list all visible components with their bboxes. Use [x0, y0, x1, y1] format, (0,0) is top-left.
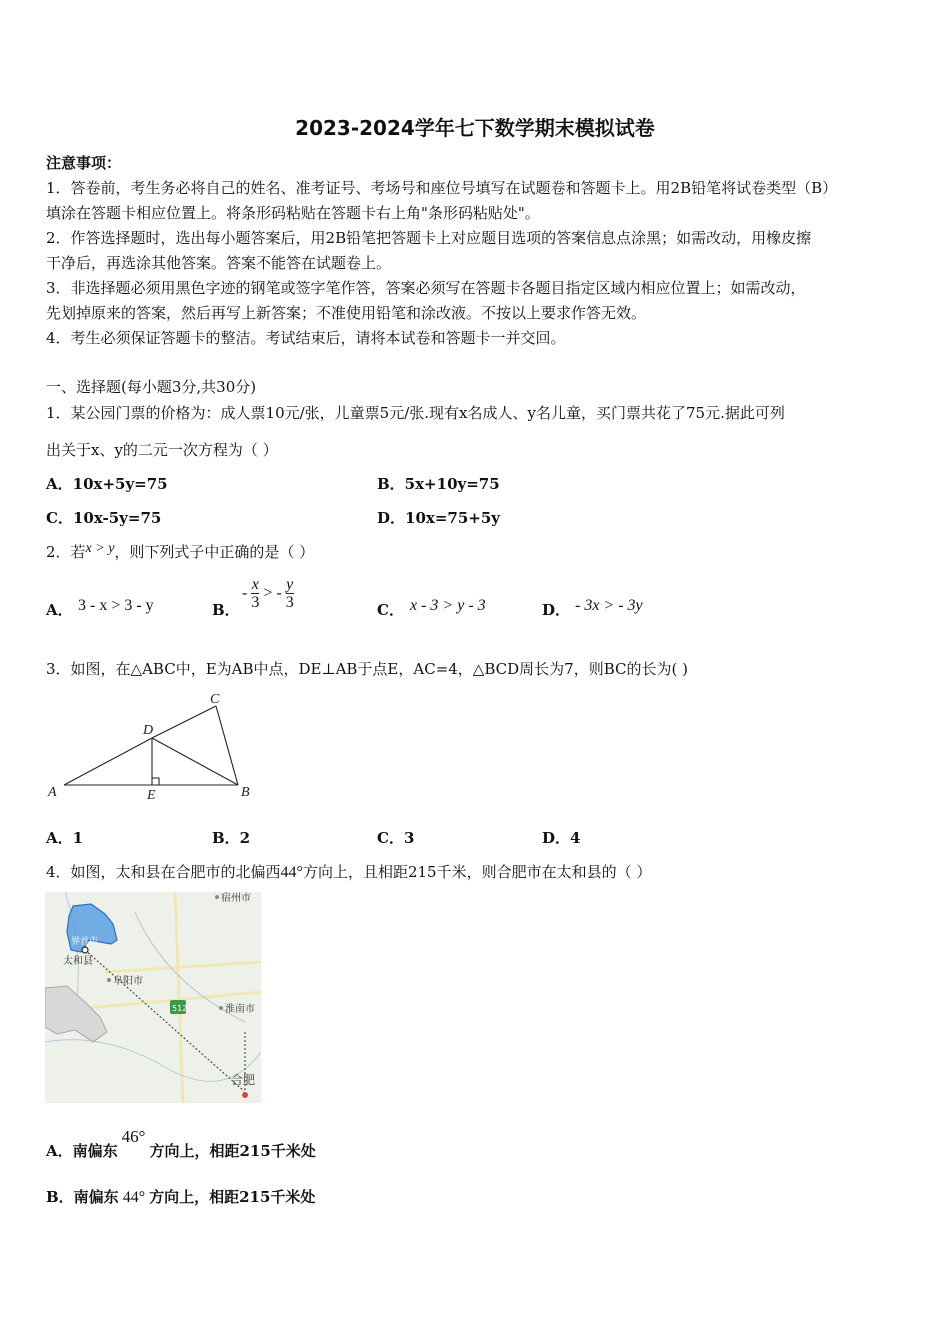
notice-line: 2．作答选择题时，选出每小题答案后，用2B铅笔把答题卡上对应题目选项的答案信息点涂黑；如需改动，用橡皮擦 — [46, 229, 812, 247]
segment-dc — [152, 706, 216, 738]
option-c: C．10x-5y=75 — [46, 509, 162, 527]
segment-cb — [216, 706, 238, 785]
notice-line: 干净后，再选涂其他答案。答案不能答在试题卷上。 — [46, 254, 392, 272]
notice-heading: 注意事项： — [46, 154, 122, 172]
taihe-marker — [82, 947, 88, 953]
map-label-taihe: 太和县 — [63, 956, 93, 967]
right-angle-mark — [152, 778, 159, 785]
road-number: 512 — [172, 1004, 188, 1013]
option-a: A．10x+5y=75 — [46, 475, 168, 493]
option-c: C．3 — [377, 829, 415, 847]
point-c-label: C — [210, 692, 220, 707]
option-a-angle: 46° — [121, 1127, 146, 1146]
option-b-rest: 方向上，相距215千米处 — [149, 1188, 316, 1206]
triangle-diagram — [44, 688, 260, 800]
q2-condition: x > y — [85, 541, 115, 556]
city-dot — [107, 978, 111, 982]
question-1-text-cont: 出关于x、y的二元一次方程为（ ） — [46, 441, 278, 459]
option-a-label: A． — [46, 601, 73, 619]
option-d-label: D． — [542, 601, 571, 619]
option-c-expr: x - 3 > y - 3 — [410, 597, 486, 614]
option-a: A．1 — [46, 829, 84, 847]
option-a-label: A．南偏东 — [46, 1142, 118, 1160]
option-a-expr: 3 - x > 3 - y — [78, 597, 154, 614]
city-dot — [219, 1006, 223, 1010]
segment-ad — [64, 738, 152, 785]
numerator: y — [286, 576, 294, 593]
section-heading: 一、选择题(每小题3分,共30分) — [46, 378, 257, 396]
q4-suffix: 方向上，且相距215千米，则合肥市在太和县的（ ） — [302, 863, 652, 881]
point-b-label: B — [241, 785, 250, 800]
notice-line: 1．答卷前，考生务必将自己的姓名、准考证号、考场号和座位号填写在试题卷和答题卡上。用2B铅笔将试卷类型（B） — [46, 179, 838, 197]
option-d: D．4 — [542, 829, 581, 847]
option-b: B．5x+10y=75 — [377, 475, 500, 493]
option-c-label: C． — [377, 601, 404, 619]
page-title: 2023-2024学年七下数学期末模拟试卷 — [295, 116, 655, 140]
notice-line: 4．考生必须保证答题卡的整洁。考试结束后，请将本试卷和答题卡一并交回。 — [46, 329, 566, 347]
option-b-expr — [242, 576, 294, 611]
q2-suffix: ，则下列式子中正确的是（ ） — [114, 543, 315, 561]
point-e-label: E — [147, 788, 156, 800]
q2-prefix: 2．若 — [46, 543, 86, 561]
notice-line: 填涂在答题卡相应位置上。将条形码粘贴在答题卡右上角"条形码粘贴处"。 — [46, 204, 540, 222]
fraction-x-over-3 — [251, 576, 259, 611]
notice-line: 3．非选择题必须用黑色字迹的钢笔或签字笔作答，答案必须写在答题卡各题目指定区域内相应位置上；如需改动， — [46, 279, 806, 297]
question-3-text: 3．如图，在△ABC中，E为AB中点，DE⊥AB于点E，AC=4，△BCD周长为7，则BC的长为( ) — [46, 660, 688, 678]
numerator: x — [251, 576, 259, 593]
map-image — [45, 892, 261, 1103]
minus-sign: - — [242, 584, 248, 602]
denominator: 3 — [285, 594, 294, 611]
map-label-fuyang: 阜阳市 — [113, 976, 143, 987]
map-label-suzhou: 宿州市 — [221, 893, 251, 904]
point-d-label: D — [143, 723, 154, 738]
option-a-rest: 方向上，相距215千米处 — [149, 1142, 316, 1160]
question-4-text — [46, 861, 651, 882]
map-label-jieshou: 界首市 — [71, 937, 99, 947]
denominator: 3 — [251, 594, 260, 611]
question-2-text — [46, 541, 314, 562]
segment-db — [152, 738, 238, 785]
greater-sign: > — [263, 584, 273, 602]
option-b-label: B．南偏东 — [46, 1188, 119, 1206]
minus-sign: - — [276, 584, 282, 602]
map-label-huainan: 淮南市 — [225, 1004, 255, 1015]
question-1-text: 1．某公园门票的价格为：成人票10元/张，儿童票5元/张.现有x名成人、y名儿童，买门票共花了75元.据此可列 — [46, 404, 785, 422]
hefei-marker — [242, 1092, 249, 1099]
option-b-label: B． — [212, 601, 240, 619]
option-b — [46, 1186, 315, 1207]
option-d-expr: - 3x > - 3y — [575, 597, 643, 614]
option-b: B．2 — [212, 829, 251, 847]
notice-line: 先划掉原来的答案，然后再写上新答案；不准使用铅笔和涂改液。不按以上要求作答无效。 — [46, 304, 647, 322]
option-b-angle: 44° — [122, 1189, 146, 1206]
fraction-y-over-3 — [286, 576, 294, 611]
option-d: D．10x=75+5y — [377, 509, 500, 527]
map-label-hefei: 合肥 — [231, 1073, 256, 1087]
point-a-label: A — [48, 785, 57, 800]
q4-angle: 44° — [280, 864, 303, 881]
q4-prefix: 4．如图，太和县在合肥市的北偏西 — [46, 863, 281, 881]
option-a — [46, 1126, 316, 1160]
city-dot — [215, 895, 219, 899]
